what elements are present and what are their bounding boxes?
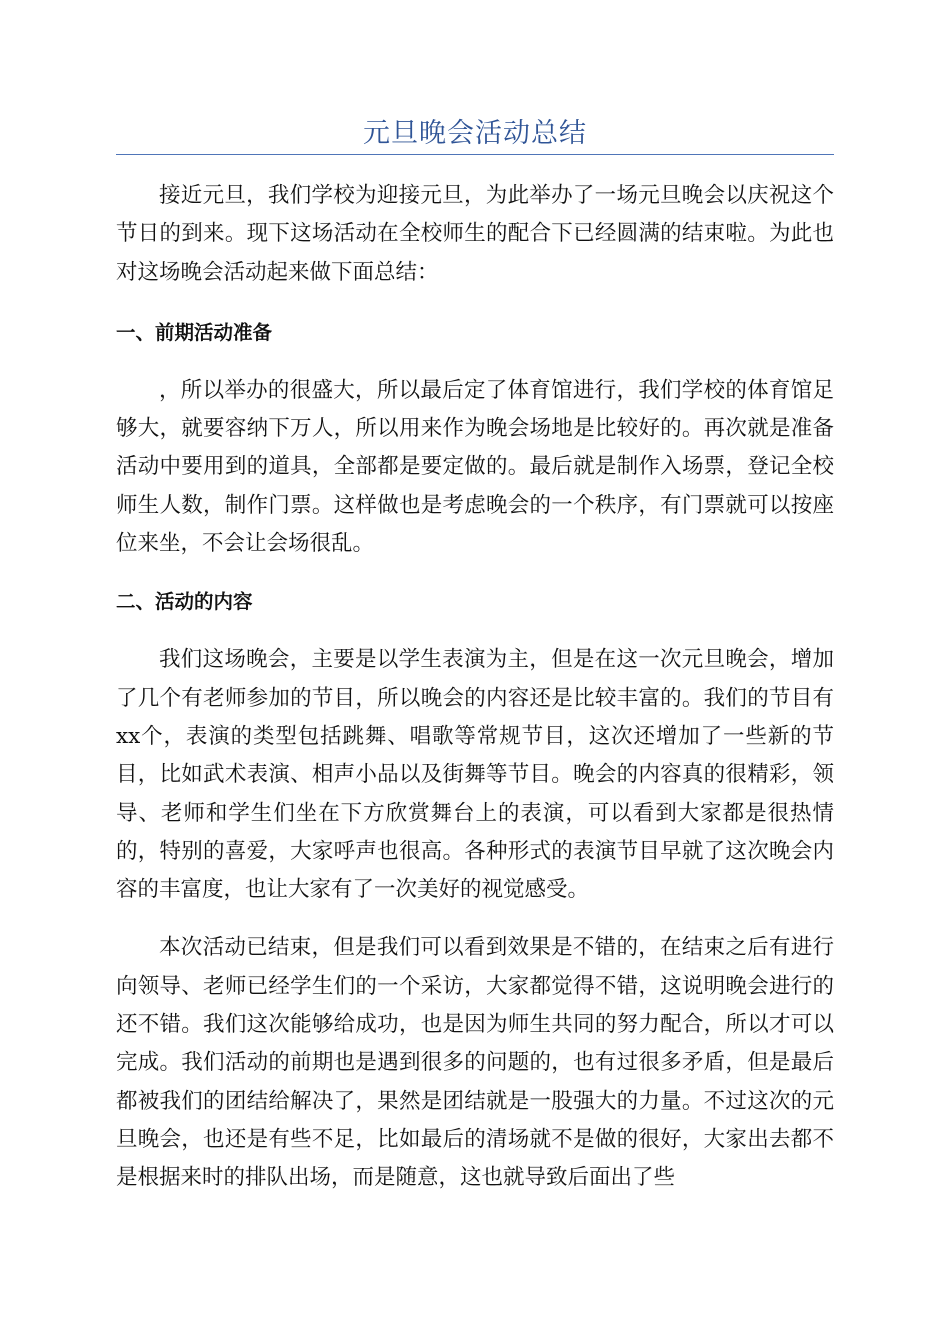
- document-page: [116, 0, 834, 1198]
- intro-paragraph: 接近元旦，我们学校为迎接元旦，为此举办了一场元旦晚会以庆祝这个节日的到来。现下这场活动在全校师生的配合下已经圆满的结束啦。为此也对这场晚会活动起来做下面总结：: [116, 183, 834, 285]
- section-heading-content: 二、活动的内容: [116, 590, 253, 614]
- section-heading-preparation: 一、前期活动准备: [116, 320, 273, 344]
- content-paragraph: 我们这场晚会，主要是以学生表演为主，但是在这一次元旦晚会，增加了几个有老师参加的节目，所以晚会的内容还是比较丰富的。我们的节目有xx个，表演的类型包括跳舞、唱歌等常规节目，这次还增加了一些新的节目，比如武术表演、相声小品以及街舞等节目。晚会的内容真的很精彩，领导、老师和学生们坐在下方欣赏舞台上的表演，可以看到大家都是很热情的，特别的喜爱，大家呼声也很高。各种形式的表演节目早就了这次晚会内容的丰富度，也让大家有了一次美好的视觉感受。: [116, 647, 834, 903]
- title-underline: [116, 154, 834, 155]
- document-title: 元旦晚会活动总结: [363, 118, 587, 149]
- preparation-paragraph: ，所以举办的很盛大，所以最后定了体育馆进行，我们学校的体育馆足够大，就要容纳下万人，所以用来作为晚会场地是比较好的。再次就是准备活动中要用到的道具，全部都是要定做的。最后就是制作入场票，登记全校师生人数，制作门票。这样做也是考虑晚会的一个秩序，有门票就可以按座位来坐，不会让会场很乱。: [116, 377, 834, 557]
- summary-paragraph: 本次活动已结束，但是我们可以看到效果是不错的，在结束之后有进行向领导、老师已经学生们的一个采访，大家都觉得不错，这说明晚会进行的还不错。我们这次能够给成功，也是因为师生共同的努力配合，所以才可以完成。我们活动的前期也是遇到很多的问题的，也有过很多矛盾，但是最后都被我们的团结给解决了，果然是团结就是一股强大的力量。不过这次的元旦晚会，也还是有些不足，比如最后的清场就不是做的很好，大家出去都不是根据来时的排队出场，而是随意，这也就导致后面出了些: [116, 935, 834, 1191]
